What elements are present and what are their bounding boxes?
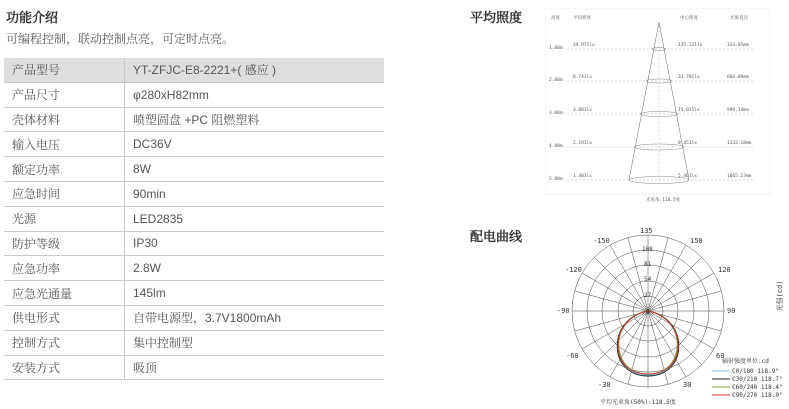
illuminance-title: 平均照度 <box>470 10 523 25</box>
features-title: 功能介绍 <box>6 10 59 25</box>
table-row <box>4 256 384 281</box>
radial-label: 27 <box>644 292 652 299</box>
radial-label: 54 <box>644 276 652 283</box>
legend-item: C30/210 118.7° <box>732 376 783 383</box>
spec-value: 8W <box>125 157 385 182</box>
table-row <box>4 231 384 256</box>
table-row <box>4 181 384 206</box>
spec-value: 自带电源型，3.7V1800mAh <box>125 305 385 330</box>
avg-beam-angle-label: 平均光束角(50%):118.5度 <box>600 399 676 406</box>
row-center: 5.401lx <box>678 174 697 179</box>
polar-curve-title: 配电曲线 <box>470 229 523 244</box>
spec-value: 喷塑圆盘 +PC 阻燃塑料 <box>125 107 385 132</box>
spec-value: 145lm <box>125 281 385 306</box>
spec-key: 输入电压 <box>4 132 125 157</box>
spec-key: 产品型号 <box>4 58 125 82</box>
table-row <box>4 330 384 355</box>
legend-item: C90/270 118.0° <box>732 392 783 399</box>
spec-value: 2.8W <box>125 256 385 281</box>
col-header-center: 中心照度 <box>680 16 698 21</box>
row-avg: 1.401lx <box>573 174 592 179</box>
col-header-height: 高度 <box>551 16 560 21</box>
radial-label: 0 <box>646 309 650 316</box>
table-row <box>4 305 384 330</box>
legend-item: C60/240 118.4° <box>732 384 783 391</box>
spec-key: 供电形式 <box>4 305 125 330</box>
spec-value: YT-ZFJC-E8-2221+( 感应 ) <box>125 58 385 82</box>
table-row <box>4 355 384 380</box>
col-header-avg: 平均照度 <box>573 16 591 21</box>
row-avg: 34.971lx <box>573 43 595 48</box>
spec-key: 光源 <box>4 206 125 231</box>
angle-label: -150 <box>593 237 610 245</box>
row-diameter: 666.09mm <box>727 75 749 80</box>
angle-label: 120 <box>718 266 731 274</box>
row-height: 2.00m <box>549 78 563 83</box>
spec-key: 安装方式 <box>4 355 125 380</box>
spec-value: LED2835 <box>125 206 385 231</box>
spec-value: 集中控制型 <box>125 330 385 355</box>
intensity-axis-label: 光强(cd) <box>776 280 784 312</box>
beam-angle-label: 光束角:118.5度 <box>646 198 681 203</box>
spec-key: 应急时间 <box>4 181 125 206</box>
row-height: 1.00m <box>549 46 563 51</box>
row-diameter: 1665.23mm <box>727 174 752 179</box>
angle-label: 60 <box>716 352 725 360</box>
row-center: 135.121lx <box>678 43 703 48</box>
angle-label: -30 <box>598 381 611 389</box>
angle-label: 135 <box>640 227 653 235</box>
radial-label: 108 <box>642 246 653 253</box>
row-avg: 2.191lx <box>573 141 592 146</box>
legend-title: 辐射强度单位:cd <box>722 358 769 365</box>
table-row <box>4 132 384 157</box>
row-avg: 3.881lx <box>573 108 592 113</box>
table-row <box>4 82 384 107</box>
spec-key: 额定功率 <box>4 157 125 182</box>
spec-value: 吸顶 <box>125 355 385 380</box>
spec-table <box>4 58 384 380</box>
spec-value: φ280xH82mm <box>125 82 385 107</box>
spec-value: DC36V <box>125 132 385 157</box>
spec-value: IP30 <box>125 231 385 256</box>
table-row <box>4 281 384 306</box>
polar-diagram <box>550 226 789 409</box>
table-row <box>4 206 384 231</box>
spec-key: 产品尺寸 <box>4 82 125 107</box>
radial-label: 81 <box>644 261 652 268</box>
row-avg: 8.741lx <box>573 75 592 80</box>
spec-key: 壳体材料 <box>4 107 125 132</box>
angle-label: 150 <box>690 237 703 245</box>
row-center: 15.011lx <box>678 108 700 113</box>
spec-key: 应急功率 <box>4 256 125 281</box>
spec-key: 防护等级 <box>4 231 125 256</box>
row-height: 4.00m <box>549 144 563 149</box>
row-center: 8.451lx <box>678 141 697 146</box>
legend-item: C0/180 118.9° <box>732 368 779 375</box>
illuminance-diagram <box>545 8 770 205</box>
spec-value: 90min <box>125 181 385 206</box>
row-diameter: 333.05mm <box>727 43 749 48</box>
spec-key: 应急光通量 <box>4 281 125 306</box>
table-row <box>4 107 384 132</box>
row-diameter: 999.14mm <box>727 108 749 113</box>
angle-label: 30 <box>683 381 692 389</box>
angle-label: -120 <box>565 266 582 274</box>
row-center: 33.781lx <box>678 75 700 80</box>
spec-key: 控制方式 <box>4 330 125 355</box>
table-row <box>4 58 384 82</box>
row-diameter: 1332.18mm <box>727 141 752 146</box>
col-header-diameter: 光斑直径 <box>730 16 748 21</box>
table-row <box>4 157 384 182</box>
angle-label: 90 <box>727 307 736 315</box>
angle-label: -60 <box>566 352 579 360</box>
row-height: 3.00m <box>549 111 563 116</box>
features-description: 可编程控制，联动控制点亮，可定时点亮。 <box>6 32 235 46</box>
angle-label: -90 <box>557 307 570 315</box>
row-height: 5.00m <box>549 177 563 182</box>
